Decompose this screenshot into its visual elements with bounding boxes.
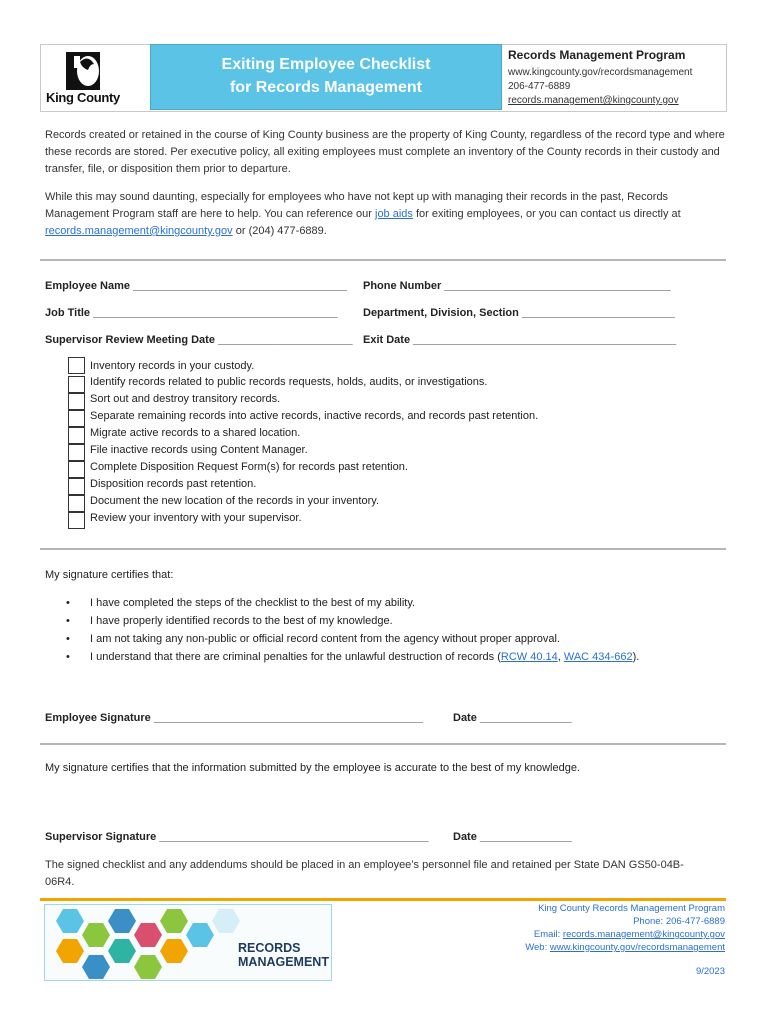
checklist-label: Identify records related to public records requests, holds, audits, or investigations. [90,376,488,388]
job-title-field[interactable]: Job Title ________________________________________ [45,307,338,319]
checkbox[interactable] [68,357,85,374]
footer-email-line [525,928,725,941]
banner-title [238,941,329,969]
bullet-text: I am not taking any non-public or official record content from the agency without proper approval. [90,633,561,645]
footer-email-label: Email: [533,929,563,940]
intro-email-link[interactable]: records.management@kingcounty.gov [45,225,233,237]
bullet-text: I have completed the steps of the checklist to the best of my ability. [90,597,416,609]
checklist-label: Separate remaining records into active records, inactive records, and records past retention. [90,410,539,422]
bullet-icon: • [66,651,70,663]
bullet-text: I have properly identified records to the best of my knowledge. [90,615,393,627]
banner-line-1: RECORDS [238,941,301,955]
wac-link[interactable]: WAC 434-662 [563,651,633,663]
checkbox[interactable] [68,512,85,529]
title-line-2: for Records Management [229,79,423,96]
closing-line-2: 06R4. [45,876,75,888]
program-title: Records Management Program [508,48,686,62]
footer-email-link[interactable]: records.management@kingcounty.gov [562,929,725,940]
checkbox[interactable] [68,427,85,444]
rcw-link[interactable]: RCW 40.14 [500,651,558,663]
bullet-icon: • [66,633,70,645]
divider [40,548,726,550]
footer-program: King County Records Management Program [538,903,725,914]
bullet-sep: , [557,651,564,663]
intro-text-a: While this may sound daunting, especially for employees who have not kept up with managing their records in the past, Records Management Program staff are here to help. You can reference our [45,191,669,220]
checklist-label: Complete Disposition Request Form(s) for records past retention. [90,461,408,473]
footer-divider [40,898,726,901]
bullet-text-b: ). [632,651,640,663]
certify-heading: My signature certifies that: [45,569,174,581]
checkbox[interactable] [68,393,85,410]
department-field[interactable]: Department, Division, Section _________________________ [363,307,675,319]
program-phone: 206-477-6889 [508,81,571,92]
king-county-logo [40,44,150,110]
checkbox[interactable] [68,478,85,495]
employee-date-field[interactable]: Date _______________ [453,712,572,724]
job-aids-link[interactable]: job aids [375,208,413,220]
intro-text-c: or (204) 477-6889. [232,225,327,237]
checkbox[interactable] [68,376,85,393]
closing-note [45,857,725,891]
divider [40,743,726,745]
divider [40,259,726,261]
footer-web-line [525,941,725,954]
checkbox[interactable] [68,410,85,427]
banner-line-2: MANAGEMENT [238,955,329,969]
checklist-label: Review your inventory with your supervisor. [90,512,302,524]
logo-text: King County [46,90,120,105]
intro-paragraph-1: Records created or retained in the course of King County business are the property of King County, regardless of the record type and where these records are stored. Per executive policy, all exiting employees must complete an inventory of the County records in their custody and transfer, file, or disposition them prior to departure. [45,129,725,175]
intro-text-b: for exiting employees, or you can contact us directly at [412,208,681,220]
document-title [150,44,502,110]
revision-date: 9/2023 [695,966,725,977]
program-contact [508,48,723,108]
footer-contact [525,902,725,954]
bullet-icon: • [66,615,70,627]
checkbox[interactable] [68,444,85,461]
title-line-1: Exiting Employee Checklist [221,56,431,73]
checklist-label: File inactive records using Content Manager. [90,444,308,456]
supervisor-date-field[interactable]: Date _______________ [453,831,572,843]
program-email-link[interactable]: records.management@kingcounty.gov [508,95,679,106]
supervisor-signature-field[interactable]: Supervisor Signature ____________________________________________ [45,831,429,843]
footer-web-link[interactable]: www.kingcounty.gov/recordsmanagement [549,942,725,953]
program-url: www.kingcounty.gov/recordsmanagement [508,67,693,78]
intro-paragraph-2 [45,189,725,240]
employee-name-field[interactable]: Employee Name ___________________________________ [45,280,348,292]
checklist-label: Sort out and destroy transitory records. [90,393,281,405]
footer-phone: Phone: 206-477-6889 [633,916,725,927]
bullet-text [90,651,639,663]
checklist-label: Disposition records past retention. [90,478,257,490]
exit-date-field[interactable]: Exit Date ___________________________________________ [363,334,677,346]
checkbox[interactable] [68,495,85,512]
meeting-date-field[interactable]: Supervisor Review Meeting Date ______________________ [45,334,353,346]
bullet-icon: • [66,597,70,609]
checklist-label: Inventory records in your custody. [90,360,255,372]
phone-number-field[interactable]: Phone Number _____________________________________ [363,280,671,292]
checklist-label: Document the new location of the records in your inventory. [90,495,380,507]
footer-web-label: Web: [525,942,550,953]
employee-signature-field[interactable]: Employee Signature ____________________________________________ [45,712,423,724]
checklist-label: Migrate active records to a shared location. [90,427,301,439]
checkbox[interactable] [68,461,85,478]
records-management-banner [44,904,332,981]
bullet-text-a: I understand that there are criminal penalties for the unlawful destruction of records ( [90,651,501,663]
closing-line-1: The signed checklist and any addendums should be placed in an employee’s personnel file and retained per State DAN GS50-04B- [45,859,684,871]
supervisor-statement: My signature certifies that the information submitted by the employee is accurate to the best of my knowledge. [45,762,580,774]
